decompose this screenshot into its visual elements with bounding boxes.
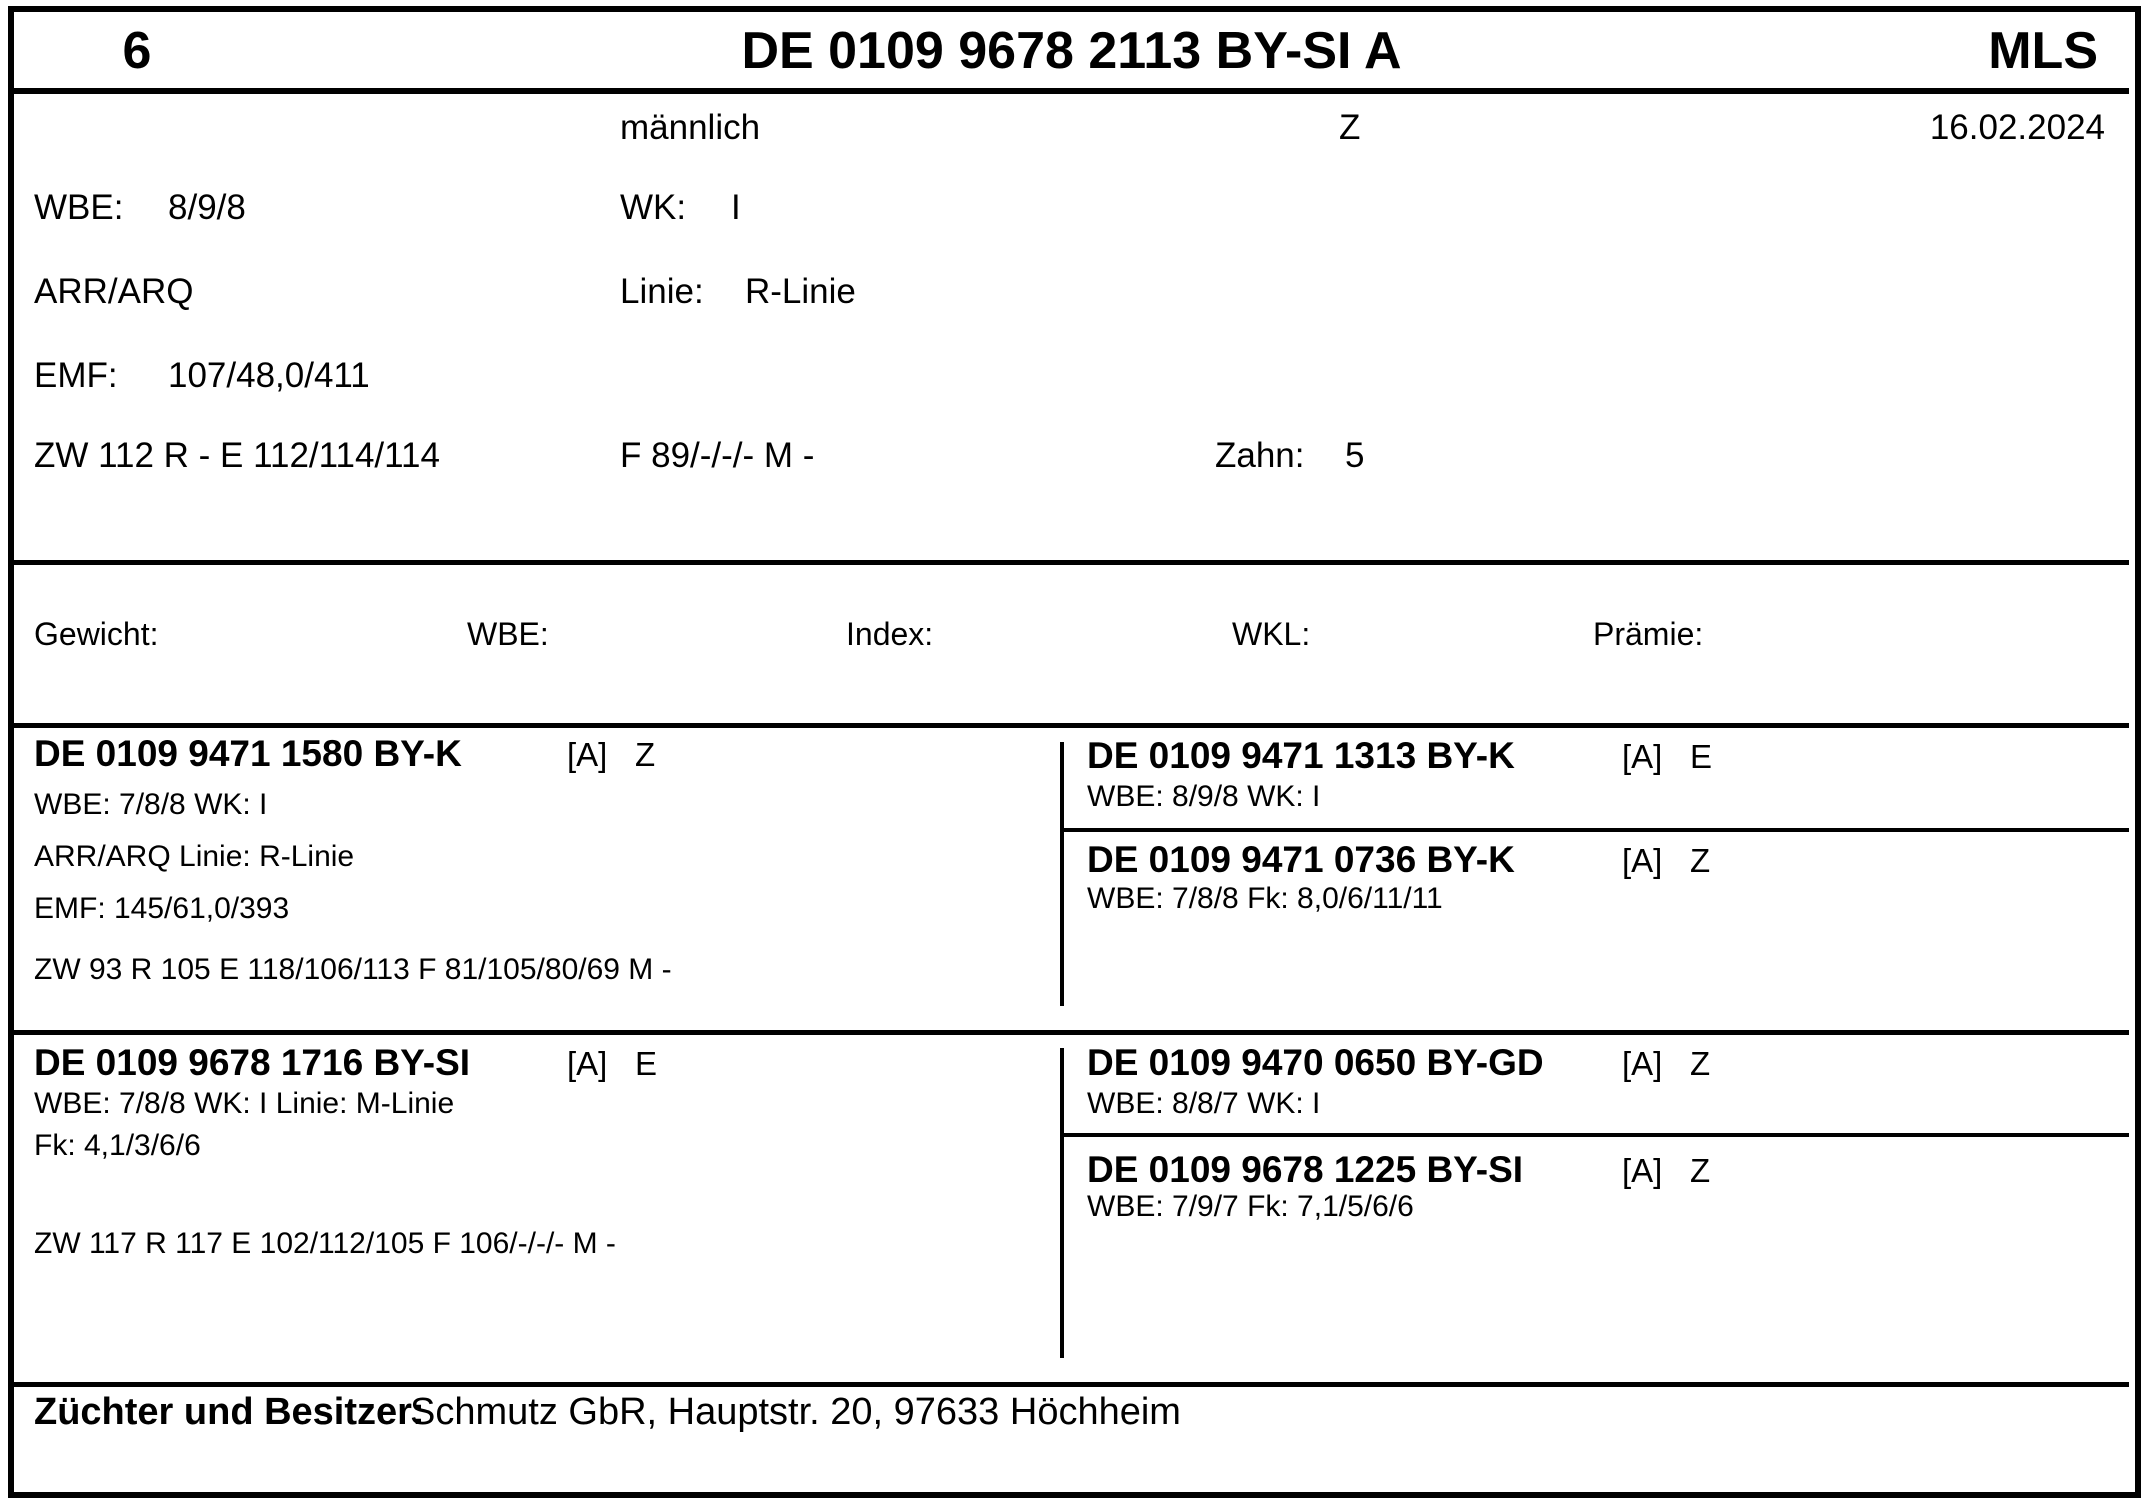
sire-line-genotype: ARR/ARQ Linie: R-Linie: [34, 840, 355, 873]
dam-sire-tag: [A]: [1622, 1045, 1663, 1082]
dam-status: E: [635, 1045, 658, 1082]
dam-dam-id: DE 0109 9678 1225 BY-SI: [1087, 1149, 1524, 1190]
dam-tag: [A]: [567, 1045, 608, 1082]
header-divider: [14, 88, 2129, 94]
footer-divider: [14, 1382, 2129, 1387]
sire-dam-tag: [A]: [1622, 842, 1663, 879]
wbe-value: 8/9/8: [168, 188, 246, 227]
zw-line: ZW 112 R - E 112/114/114: [34, 436, 440, 475]
zahn-label: Zahn:: [1215, 436, 1305, 475]
dam-line-wbe: WBE: 7/8/8 WK: I Linie: M-Linie: [34, 1087, 455, 1120]
dam-line-fk: Fk: 4,1/3/6/6: [34, 1129, 201, 1162]
pedigree-branch-line-dam: [1060, 1048, 1064, 1358]
emf-value: 107/48,0/411: [168, 356, 370, 395]
section1-divider: [14, 560, 2129, 565]
genotype: ARR/ARQ: [34, 272, 194, 311]
index-column-label: Index:: [846, 616, 934, 652]
breeder-owner-label: Züchter und Besitzer:: [34, 1391, 425, 1433]
wk-value: I: [731, 188, 741, 227]
linie-value: R-Linie: [745, 272, 856, 311]
sire-sire-tag: [A]: [1622, 738, 1663, 775]
sire-dam-line: WBE: 7/8/8 Fk: 8,0/6/11/11: [1087, 882, 1443, 915]
breeder-owner-value: Schmutz GbR, Hauptstr. 20, 97633 Höchheim: [410, 1391, 1181, 1433]
breeding-flag: Z: [1339, 108, 1361, 147]
wkl-column-label: WKL:: [1232, 616, 1311, 652]
sire-dam-status: Z: [1690, 842, 1711, 879]
sex-label: männlich: [620, 108, 761, 147]
org-code: MLS: [1988, 22, 2098, 80]
emf-label: EMF:: [34, 356, 118, 395]
sire-status: Z: [635, 736, 656, 773]
wbe-column-label: WBE:: [467, 616, 549, 652]
linie-label: Linie:: [620, 272, 704, 311]
sire-sire-id: DE 0109 9471 1313 BY-K: [1087, 735, 1515, 776]
pedigree-branch-line-sire: [1060, 742, 1064, 1006]
sire-line-zw: ZW 93 R 105 E 118/106/113 F 81/105/80/69 M -: [34, 953, 672, 986]
sire-parents-divider: [1060, 828, 2129, 832]
praemie-column-label: Prämie:: [1593, 616, 1704, 652]
dam-sire-line: WBE: 8/8/7 WK: I: [1087, 1087, 1321, 1120]
sire-id: DE 0109 9471 1580 BY-K: [34, 733, 462, 774]
wbe-label: WBE:: [34, 188, 124, 227]
dam-dam-line: WBE: 7/9/7 Fk: 7,1/5/6/6: [1087, 1190, 1414, 1223]
dam-dam-tag: [A]: [1622, 1152, 1663, 1189]
gewicht-label: Gewicht:: [34, 616, 159, 652]
zahn-value: 5: [1345, 436, 1365, 475]
birth-date: 16.02.2024: [1929, 108, 2105, 147]
sire-tag: [A]: [567, 736, 608, 773]
sire-sire-line: WBE: 8/9/8 WK: I: [1087, 780, 1321, 813]
pedigree-row-divider: [14, 1030, 2129, 1035]
dam-sire-status: Z: [1690, 1045, 1711, 1082]
dam-id: DE 0109 9678 1716 BY-SI: [34, 1042, 471, 1083]
f-line: F 89/-/-/- M -: [620, 436, 815, 475]
dam-sire-id: DE 0109 9470 0650 BY-GD: [1087, 1042, 1544, 1083]
dam-dam-status: Z: [1690, 1152, 1711, 1189]
sire-line-emf: EMF: 145/61,0/393: [34, 892, 290, 925]
catalog-number: 6: [122, 22, 152, 80]
sire-dam-id: DE 0109 9471 0736 BY-K: [1087, 839, 1515, 880]
wk-label: WK:: [620, 188, 687, 227]
page-title: DE 0109 9678 2113 BY-SI A: [741, 22, 1402, 80]
dam-line-zw: ZW 117 R 117 E 102/112/105 F 106/-/-/- M -: [34, 1227, 616, 1260]
sire-sire-status: E: [1690, 738, 1713, 775]
dam-parents-divider: [1060, 1133, 2129, 1137]
measure-row-divider: [14, 723, 2129, 728]
sire-line-wbe: WBE: 7/8/8 WK: I: [34, 788, 268, 821]
